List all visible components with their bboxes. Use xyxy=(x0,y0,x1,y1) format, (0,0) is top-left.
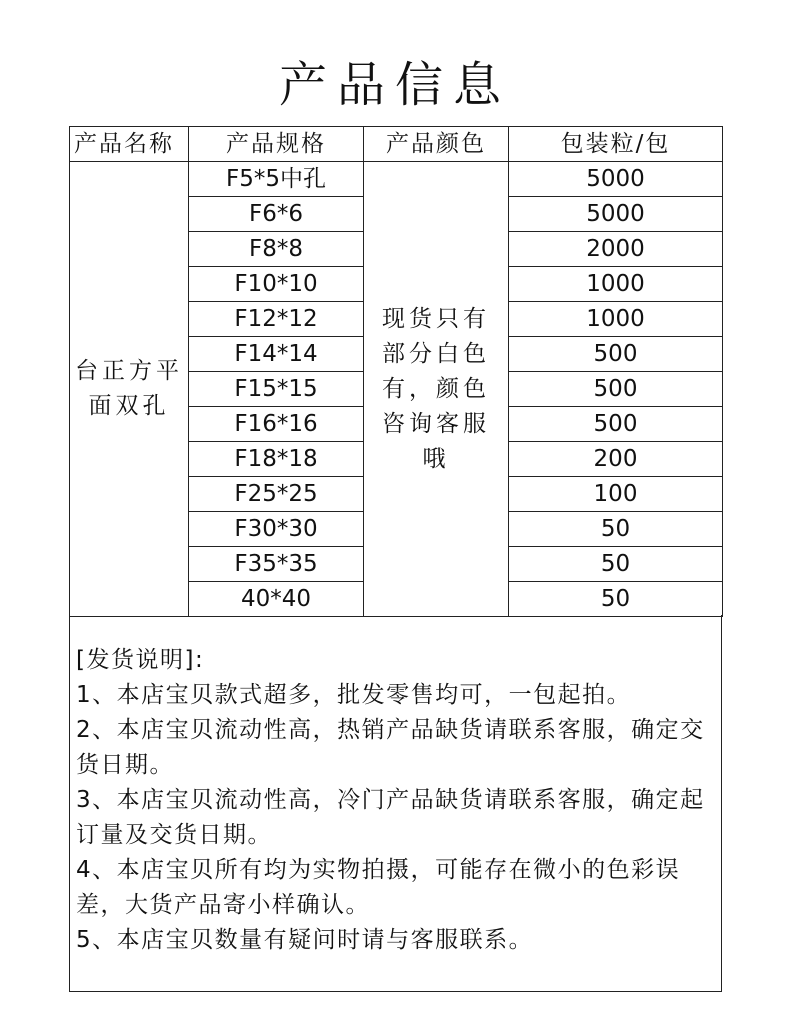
qty-cell: 100 xyxy=(509,477,723,512)
spec-cell: F35*35 xyxy=(189,547,364,582)
qty-cell: 1000 xyxy=(509,267,723,302)
qty-cell: 500 xyxy=(509,372,723,407)
spec-cell: F12*12 xyxy=(189,302,364,337)
spec-cell: F8*8 xyxy=(189,232,364,267)
spec-cell: 40*40 xyxy=(189,582,364,617)
qty-cell: 50 xyxy=(509,547,723,582)
spec-cell: F10*10 xyxy=(189,267,364,302)
qty-cell: 2000 xyxy=(509,232,723,267)
note-item: 2、本店宝贝流动性高，热销产品缺货请联系客服，确定交货日期。 xyxy=(76,717,705,778)
spec-cell: F14*14 xyxy=(189,337,364,372)
spec-cell: F25*25 xyxy=(189,477,364,512)
qty-cell: 5000 xyxy=(509,162,723,197)
qty-cell: 5000 xyxy=(509,197,723,232)
qty-cell: 500 xyxy=(509,407,723,442)
qty-cell: 50 xyxy=(509,512,723,547)
header-color: 产品颜色 xyxy=(364,127,509,162)
header-qty: 包装粒/包 xyxy=(509,127,723,162)
qty-cell: 1000 xyxy=(509,302,723,337)
qty-cell: 200 xyxy=(509,442,723,477)
note-item: 5、本店宝贝数量有疑问时请与客服联系。 xyxy=(76,927,534,953)
qty-cell: 50 xyxy=(509,582,723,617)
header-spec: 产品规格 xyxy=(189,127,364,162)
product-table xyxy=(69,126,723,617)
note-item: 4、本店宝贝所有均为实物拍摄，可能存在微小的色彩误差，大货产品寄小样确认。 xyxy=(76,857,681,918)
qty-cell: 500 xyxy=(509,337,723,372)
table-row xyxy=(70,162,723,197)
spec-cell: F16*16 xyxy=(189,407,364,442)
header-name: 产品名称 xyxy=(70,127,189,162)
spec-cell: F5*5中孔 xyxy=(189,162,364,197)
table-header-row xyxy=(70,127,723,162)
note-item: 1、本店宝贝款式超多，批发零售均可，一包起拍。 xyxy=(76,682,632,708)
color-cell: 现货只有部分白色有，颜色咨询客服哦 xyxy=(364,162,509,617)
spec-cell: F30*30 xyxy=(189,512,364,547)
notes-heading: [发货说明]: xyxy=(76,647,205,673)
spec-cell: F18*18 xyxy=(189,442,364,477)
spec-cell: F6*6 xyxy=(189,197,364,232)
spec-cell: F15*15 xyxy=(189,372,364,407)
note-item: 3、本店宝贝流动性高，冷门产品缺货请联系客服，确定起订量及交货日期。 xyxy=(76,787,705,848)
shipping-notes xyxy=(69,615,722,992)
page-title: 产品信息 xyxy=(278,57,511,113)
product-name-cell: 台正方平面双孔 xyxy=(70,162,189,617)
